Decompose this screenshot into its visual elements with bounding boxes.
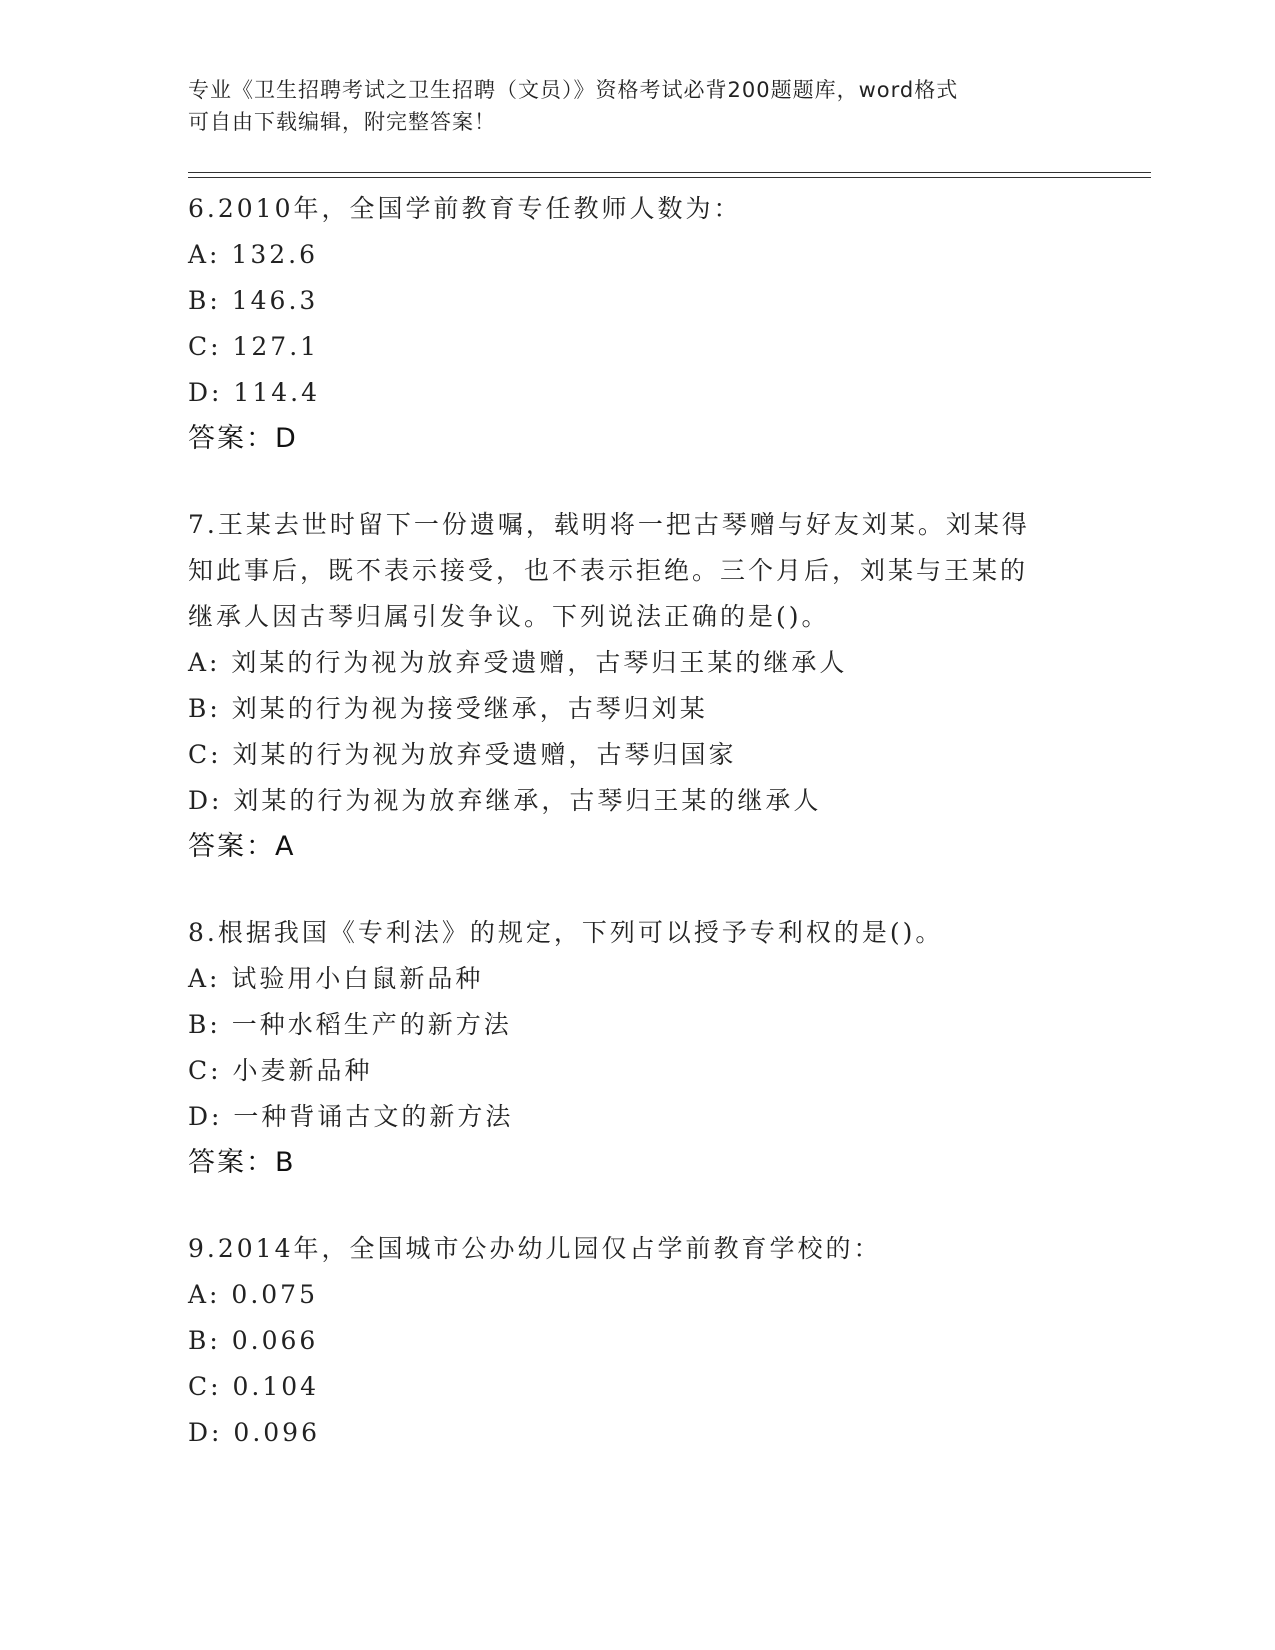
question-8-option-b: B: 一种水稻生产的新方法 bbox=[188, 1010, 512, 1039]
question-6-answer: 答案：D bbox=[188, 423, 298, 454]
question-7-option-a: A: 刘某的行为视为放弃受遗赠，古琴归王某的继承人 bbox=[188, 648, 848, 677]
question-9-option-a: A: 0.075 bbox=[188, 1280, 318, 1309]
question-6-stem: 6.2010年，全国学前教育专任教师人数为： bbox=[188, 194, 742, 223]
question-7 bbox=[188, 502, 1088, 870]
question-9 bbox=[188, 1226, 1088, 1456]
question-7-answer: 答案：A bbox=[188, 831, 296, 862]
header-rule-bottom bbox=[188, 177, 1151, 178]
question-7-option-c: C: 刘某的行为视为放弃受遗赠，古琴归国家 bbox=[188, 740, 737, 769]
question-8-option-c: C: 小麦新品种 bbox=[188, 1056, 373, 1085]
question-7-option-b: B: 刘某的行为视为接受继承，古琴归刘某 bbox=[188, 694, 708, 723]
question-list bbox=[188, 186, 1088, 1456]
question-9-option-c: C: 0.104 bbox=[188, 1372, 320, 1401]
question-9-stem: 9.2014年，全国城市公办幼儿园仅占学前教育学校的： bbox=[188, 1234, 882, 1263]
question-6 bbox=[188, 186, 1088, 462]
header-line-2: 可自由下载编辑，附完整答案！ bbox=[188, 110, 496, 134]
question-8 bbox=[188, 910, 1088, 1186]
question-6-option-a: A: 132.6 bbox=[188, 240, 318, 269]
question-6-option-d: D: 114.4 bbox=[188, 378, 320, 407]
question-8-stem: 8.根据我国《专利法》的规定，下列可以授予专利权的是()。 bbox=[188, 918, 944, 947]
question-8-answer: 答案：B bbox=[188, 1147, 296, 1178]
question-7-stem-line-3: 继承人因古琴归属引发争议。下列说法正确的是()。 bbox=[188, 602, 830, 631]
question-8-option-d: D: 一种背诵古文的新方法 bbox=[188, 1102, 514, 1131]
question-7-stem-line-2: 知此事后，既不表示接受，也不表示拒绝。三个月后，刘某与王某的 bbox=[188, 556, 1029, 585]
question-9-option-d: D: 0.096 bbox=[188, 1418, 320, 1447]
question-6-option-c: C: 127.1 bbox=[188, 332, 320, 361]
document-header bbox=[188, 74, 1088, 138]
question-9-option-b: B: 0.066 bbox=[188, 1326, 319, 1355]
question-7-stem-line-1: 7.王某去世时留下一份遗嘱，载明将一把古琴赠与好友刘某。刘某得 bbox=[188, 510, 1030, 539]
question-7-option-d: D: 刘某的行为视为放弃继承，古琴归王某的继承人 bbox=[188, 786, 822, 815]
question-6-option-b: B: 146.3 bbox=[188, 286, 319, 315]
header-line-1: 专业《卫生招聘考试之卫生招聘（文员）》资格考试必背200题题库，word格式 bbox=[188, 78, 959, 102]
question-8-option-a: A: 试验用小白鼠新品种 bbox=[188, 964, 484, 993]
header-rule-top bbox=[188, 172, 1151, 173]
